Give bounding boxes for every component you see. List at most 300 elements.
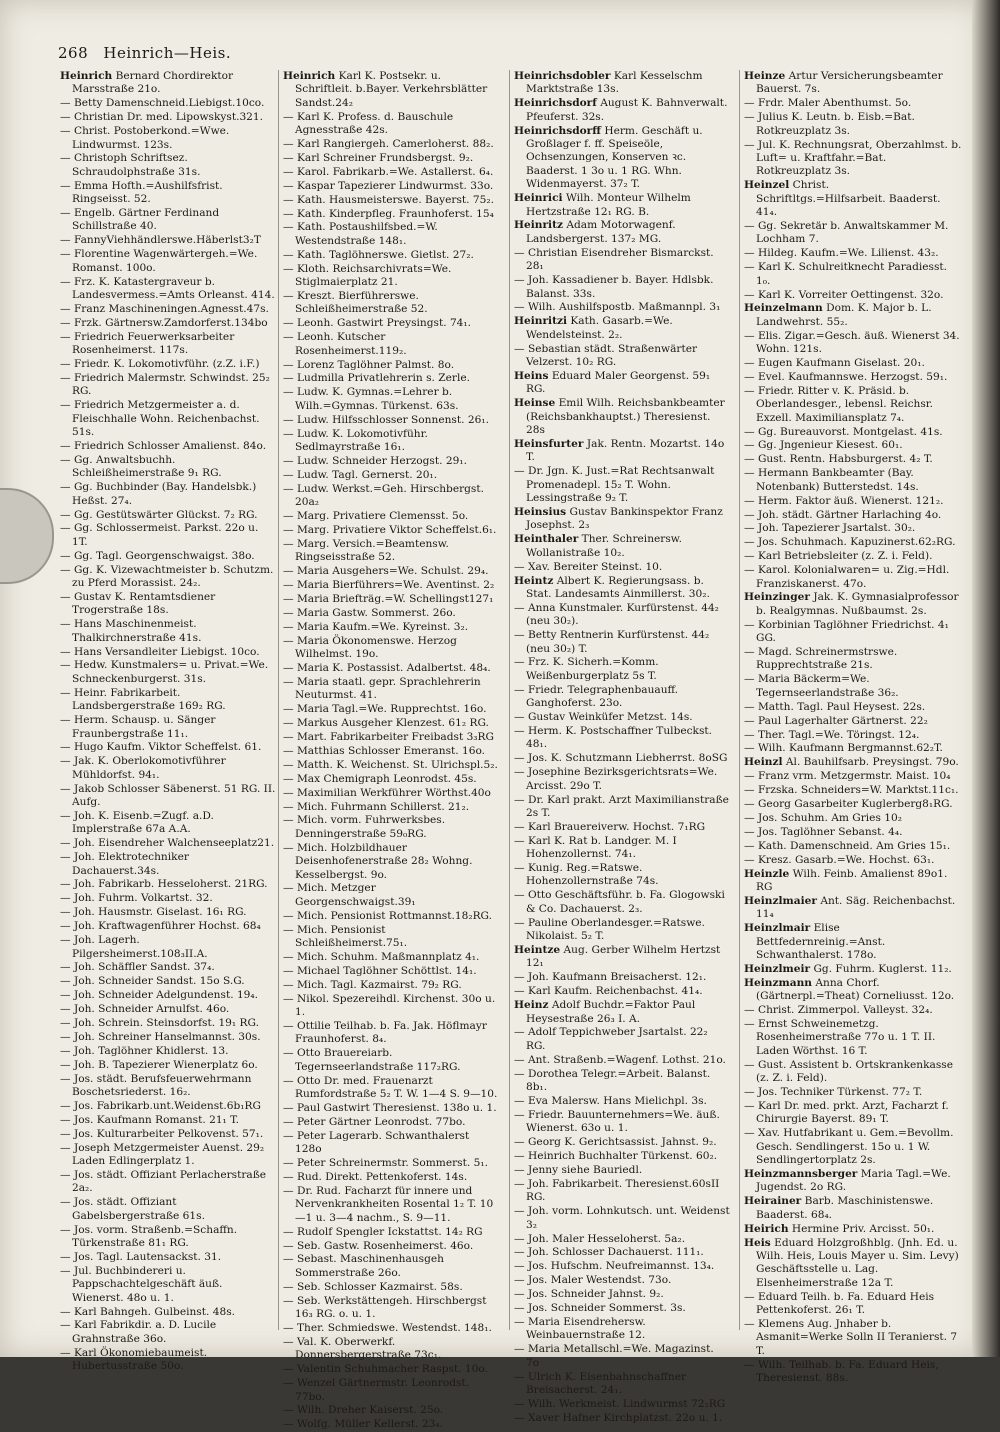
directory-entry <box>283 331 499 358</box>
directory-entry <box>60 358 276 371</box>
surname: Heinzl <box>744 756 783 769</box>
directory-entry <box>514 397 730 437</box>
directory-entry <box>514 862 730 889</box>
directory-entry <box>514 125 730 192</box>
directory-entry <box>514 1246 730 1259</box>
directory-entry <box>283 979 499 992</box>
entry-text: — Paul Lagerhalter Gärtnerst. 22₂ <box>744 714 928 727</box>
entry-text: — Joh. Schneider Sandst. 15o S.G. <box>60 975 245 988</box>
entry-text: — Xaver Hafner Kirchplatzst. 22o u. 1. <box>514 1411 723 1424</box>
directory-entry <box>514 301 730 314</box>
directory-entry <box>60 372 276 399</box>
directory-entry <box>283 221 499 248</box>
directory-entry <box>60 331 276 358</box>
directory-entry <box>283 993 499 1020</box>
column-4 <box>744 70 962 1385</box>
directory-entry <box>283 70 499 110</box>
directory-entry <box>60 125 276 152</box>
directory-entry <box>60 646 276 659</box>
surname: Heinzlmaier <box>744 894 817 907</box>
entry-text: Eduard Holzgroßhblg. (Jnh. Ed. u. Wilh. Heis, Louis Mayer u. Sim. Levy) Geschäftsstelle u. Lag. Elsenheimerstraße 12a T. <box>756 1236 959 1289</box>
directory-entry <box>514 192 730 219</box>
entry-text: August K. Bahnverwalt. Pfeuferst. 32s. <box>526 97 728 123</box>
entry-text: — Jos. städt. Offiziant Perlacherstraße 2a₂. <box>60 1169 267 1195</box>
entry-text: — Gustav K. Rentamtsdiener Trogerstraße 18s. <box>60 590 216 617</box>
directory-entry <box>744 1318 962 1358</box>
entry-text: — Gustav Weinküfer Metzst. 14s. <box>514 711 693 724</box>
entry-text: — Jos. Maler Westendst. 73o. <box>514 1274 672 1287</box>
directory-entry <box>514 370 730 397</box>
entry-text: — Gg. K. Vizewachtmeister b. Schutzm. zu Pferd Morassist. 24₂. <box>60 563 274 590</box>
directory-entry <box>514 1054 730 1067</box>
entry-text: — Gg. Sekretär b. Anwaltskammer M. Lochham 7. <box>744 219 949 246</box>
entry-text: — Karl Ökonomiebaumeist. Hubertusstraße 50o. <box>60 1346 208 1373</box>
directory-entry <box>514 1398 730 1411</box>
directory-entry <box>283 607 499 620</box>
directory-entry <box>283 717 499 730</box>
entry-text: — Friedr. Ritter v. K. Präsid. b. Oberlandesger., lebensl. Reichsr. Exzell. Maximiliansplatz 7₄. <box>744 384 934 424</box>
directory-entry <box>744 495 962 508</box>
entry-text: — Kath. Taglöhnerswe. Gietlst. 27₂. <box>283 248 474 261</box>
directory-entry <box>514 684 730 711</box>
directory-entry <box>514 999 730 1026</box>
entry-text: Al. Bauhilfsarb. Preysingst. 79o. <box>785 756 959 769</box>
entry-text: — Kath. Kinderpfleg. Fraunhoferst. 15₄ <box>283 207 494 220</box>
directory-entry <box>514 219 730 246</box>
entry-text: — Kath. Damenschneid. Am Gries 15₁. <box>744 839 951 852</box>
directory-entry <box>60 509 276 522</box>
directory-entry <box>744 701 962 714</box>
entry-text: — Christoph Schriftsez. Schraudolphstraße 31s. <box>60 152 201 178</box>
surname: Heinrichsdobler <box>514 70 611 82</box>
page-number: 268 <box>58 44 89 62</box>
entry-text: — Karl K. Vorreiter Oettingenst. 32o. <box>744 288 944 301</box>
entry-text: — Joh. Kassadiener b. Bayer. Hdlsbk. Balanst. 33s. <box>514 274 714 300</box>
directory-entry <box>283 910 499 923</box>
directory-entry <box>744 922 962 962</box>
entry-text: — Gg. Schlossermeist. Parkst. 22o u. 1T. <box>60 522 259 548</box>
directory-entry <box>60 687 276 714</box>
directory-entry <box>60 906 276 919</box>
entry-text: — Eduard Teilh. b. Fa. Eduard Heis Pettenkoferst. 26₁ T. <box>744 1290 935 1317</box>
directory-entry <box>60 1319 276 1346</box>
surname: Heintz <box>514 574 554 587</box>
entry-text: Elise Bettfedernreinig.=Anst. Schwanthalerst. 178o. <box>756 922 886 961</box>
entry-text: — Dorothea Telegr.=Arbeit. Balanst. 8b₁. <box>514 1067 711 1094</box>
directory-entry <box>744 536 962 549</box>
directory-entry <box>283 455 499 468</box>
entry-text: — Joh. B. Tapezierer Wienerplatz 6o. <box>60 1058 258 1071</box>
entry-text: — Ant. Straßenb.=Wagenf. Lothst. 21o. <box>514 1053 726 1066</box>
directory-entry <box>283 138 499 151</box>
directory-entry <box>744 715 962 728</box>
directory-entry <box>744 426 962 439</box>
surname: Heinrich <box>283 70 336 82</box>
directory-entry <box>744 220 962 247</box>
directory-entry <box>744 509 962 522</box>
entry-text: — Joh. vorm. Lohnkutsch. unt. Weidenst 3₂ <box>514 1205 730 1231</box>
directory-entry <box>514 602 730 629</box>
directory-entry <box>283 565 499 578</box>
entry-text: Maria Tagl.=We. Jugendst. 2o RG. <box>756 1168 951 1194</box>
entry-text: — Jos. K. Schutzmann Liebherrst. 8oSG <box>514 752 728 765</box>
directory-entry <box>514 752 730 765</box>
directory-entry <box>283 1116 499 1129</box>
entry-text: — Kreszt. Bierführerswe. Schleißheimerstraße 52. <box>283 290 428 316</box>
directory-entry <box>60 522 276 549</box>
directory-entry <box>60 810 276 837</box>
entry-text: Gg. Fuhrm. Kuglerst. 11₂. <box>813 962 952 975</box>
entry-text: Adam Motorwagenf. Landsbergerst. 137₂ MG. <box>526 219 676 245</box>
directory-entry <box>283 1020 499 1047</box>
directory-entry <box>514 343 730 370</box>
entry-text: — Herm. Schausp. u. Sänger Fraunbergstraße 11₁. <box>60 714 216 740</box>
entry-text: — Karl K. Rat b. Landger. M. I Hohenzollernst. 74₁. <box>514 834 677 861</box>
surname: Heirich <box>744 1222 789 1235</box>
directory-entry <box>514 575 730 602</box>
entry-text: — Karl Kaufm. Reichenbachst. 41₄. <box>514 985 703 998</box>
entry-text: — Jos. Fabrikarb.unt.Weidenst.6b₁RG <box>60 1099 261 1112</box>
directory-entry <box>744 261 962 288</box>
directory-entry <box>744 729 962 742</box>
entry-text: — Elis. Zigar.=Gesch. äuß. Wienerst 34. Wohn. 121s. <box>744 329 960 356</box>
directory-entry <box>283 483 499 510</box>
directory-entry <box>283 662 499 675</box>
directory-entry <box>283 951 499 964</box>
directory-entry <box>744 1086 962 1099</box>
entry-text: Emil Wilh. Reichsbankbeamter (Reichsbankhauptst.) Theresienst. 28s <box>526 397 725 437</box>
entry-text: — Xav. Bereiter Steinst. 10. <box>514 560 663 573</box>
entry-text: — Friedrich Malermstr. Schwindst. 25₂ RG. <box>60 371 270 398</box>
entry-text: — Hans Maschinenmeist. Thalkirchnerstraße 41s. <box>60 618 202 644</box>
directory-entry <box>283 635 499 662</box>
directory-entry <box>514 1136 730 1149</box>
directory-entry <box>514 70 730 97</box>
directory-entry <box>514 1274 730 1287</box>
directory-entry <box>514 1109 730 1136</box>
directory-entry <box>60 399 276 439</box>
entry-text: — Jos. vorm. Straßenb.=Schaffn. Türkenstraße 81₁ RG. <box>60 1223 238 1250</box>
directory-entry <box>60 303 276 316</box>
entry-text: — Franz vrm. Metzgermstr. Maist. 10₄ <box>744 770 951 783</box>
directory-entry <box>60 564 276 591</box>
entry-text: — Sebastian städt. Straßenwärter Velzerst. 10₂ RG. <box>514 342 698 369</box>
entry-text: — Joh. Lagerh. Pilgersheimerst.108₃II.A. <box>60 934 208 960</box>
directory-entry <box>514 766 730 793</box>
surname: Heinzlmeir <box>744 962 811 975</box>
entry-text: — Maria Eisendrehersw. Weinbauernstraße 12. <box>514 1315 646 1342</box>
directory-entry <box>744 371 962 384</box>
directory-entry <box>60 975 276 988</box>
entry-text: — Wilh. Aushilfspostb. Maßmannpl. 3₁ <box>514 301 721 314</box>
column-1 <box>60 70 276 1373</box>
directory-entry <box>283 524 499 537</box>
directory-entry <box>514 1260 730 1273</box>
entry-text: — Karl Rangiergeh. Camerloherst. 88₂. <box>283 138 494 151</box>
entry-text: — Mich. Metzger Georgenschwaigst.39₁ <box>283 882 416 908</box>
entry-text: — Jos. Hufschm. Neufreimannst. 13₄. <box>514 1260 715 1273</box>
entry-text: — Gg. Jngenieur Kiesest. 60₁. <box>744 439 903 452</box>
entry-text: — Karl Brauereiverw. Hochst. 7₁RG <box>514 820 706 833</box>
directory-entry <box>60 440 276 453</box>
directory-entry <box>60 1251 276 1264</box>
directory-entry <box>60 961 276 974</box>
directory-entry <box>60 1128 276 1141</box>
entry-text: — Hans Versandleiter Liebigst. 10co. <box>60 645 260 658</box>
entry-text: — Ludw. Tagl. Gernerst. 20₁. <box>283 468 438 481</box>
entry-text: — Franz Maschineningen.Agnesst.47s. <box>60 302 269 315</box>
entry-text: — Frz. K. Katastergraveur b. Landesvermess.=Amts Orleanst. 414. <box>60 275 275 301</box>
surname: Heis <box>744 1236 771 1249</box>
entry-text: — Rudolf Spengler Ickstattst. 14₂ RG <box>283 1225 483 1238</box>
entry-text: — Friedr. Telegraphenbauauff. Ganghoferst. 23o. <box>514 683 679 710</box>
directory-entry <box>744 1059 962 1086</box>
entry-text: Adolf Buchdr.=Faktor Paul Heysestraße 26₃ I. A. <box>526 999 696 1025</box>
directory-entry <box>514 1371 730 1398</box>
directory-entry <box>283 1404 499 1417</box>
entry-text: — Kath. Hausmeisterswe. Bayerst. 75₂. <box>283 193 495 206</box>
directory-entry <box>60 1031 276 1044</box>
entry-text: — Jos. städt. Offiziant Gabelsbergerstraße 61s. <box>60 1196 205 1222</box>
entry-text: — Christ. Zimmerpol. Valleyst. 32₄. <box>744 1004 933 1017</box>
directory-entry <box>283 1322 499 1335</box>
directory-entry <box>60 111 276 124</box>
entry-text: — Wenzel Gärtnermstr. Leonrodst. 77bo. <box>283 1377 470 1403</box>
entry-text: — Leonh. Gastwirt Preysingst. 74₁. <box>283 317 472 330</box>
directory-entry <box>283 703 499 716</box>
directory-entry <box>283 1157 499 1170</box>
entry-text: — Joh. Kraftwagenführer Hochst. 68₄ <box>60 920 261 933</box>
entry-text: — Karl Betriebsleiter (z. Z. i. Feld). <box>744 550 933 563</box>
directory-entry <box>514 561 730 574</box>
surname: Heinz <box>514 999 549 1012</box>
entry-text: — Eva Malersw. Hans Mielichpl. 3s. <box>514 1094 707 1107</box>
surname: Heirainer <box>744 1195 802 1208</box>
entry-text: Karl K. Postsekr. u. Schriftleit. b.Bayer. Verkehrsblätter Sandst.24₂ <box>295 70 488 109</box>
directory-entry <box>744 330 962 357</box>
directory-entry <box>283 787 499 800</box>
directory-entry <box>744 868 962 895</box>
entry-text: — Jak. K. Oberlokomotivführer Mühldorfst. 94₁. <box>60 755 226 781</box>
entry-text: — Wilh. Werkmeist. Lindwurmst 72₂RG <box>514 1397 726 1410</box>
entry-text: — Josephine Bezirksgerichtsrats=We. Arcisst. 29o T. <box>514 766 718 792</box>
directory-entry <box>283 1295 499 1322</box>
directory-entry <box>744 139 962 179</box>
directory-entry <box>744 564 962 591</box>
directory-entry <box>60 152 276 179</box>
directory-entry <box>283 1336 499 1363</box>
directory-entry <box>514 711 730 724</box>
entry-text: — Friedrich Feuerwerksarbeiter Rosenheimerst. 117s. <box>60 330 235 357</box>
entry-text: — Karl Schreiner Frundsbergst. 9₂. <box>283 151 474 164</box>
entry-text: — Joh. Elektrotechniker Dachauerst.34s. <box>60 851 189 877</box>
entry-text: — Friedr. K. Lokomotivführ. (z.Z. i.F.) <box>60 358 260 371</box>
entry-text: — Karol. Fabrikarb.=We. Astallerst. 6₄. <box>283 165 494 178</box>
directory-entry <box>60 234 276 247</box>
directory-entry <box>283 1363 499 1376</box>
entry-text: — Gg. Tagl. Georgenschwaigst. 38o. <box>60 549 255 562</box>
entry-text: — Ludw. Schneider Herzogst. 29₁. <box>283 454 467 467</box>
directory-entry <box>283 773 499 786</box>
entry-text: — Wilh. Kaufmann Bergmannst.62₂T. <box>744 742 943 755</box>
directory-entry <box>514 835 730 862</box>
surname: Heinrici <box>514 192 563 205</box>
directory-entry <box>514 1178 730 1205</box>
entry-text: — Karl Fabrikdir. a. D. Lucile Grahnstraße 36o. <box>60 1319 217 1345</box>
entry-text: Hermine Priv. Arcisst. 50₁. <box>791 1222 935 1235</box>
entry-text: — Otto Brauereiarb. Tegernseerlandstraße 117₂RG. <box>283 1047 461 1073</box>
directory-entry <box>283 801 499 814</box>
directory-entry <box>283 1418 499 1431</box>
entry-text: — Korbinian Taglöhner Friedrichst. 4₁ GG. <box>744 618 949 645</box>
entry-text: — Karl K. Schulreitknecht Paradiesst. 1₀. <box>744 261 948 287</box>
entry-text: — Maria Bäckerm=We. Tegernseerlandstraße 36₂. <box>744 673 899 699</box>
entry-text: — Maria K. Postassist. Adalbertst. 48₄. <box>283 661 491 674</box>
directory-entry <box>514 794 730 821</box>
entry-text: — Maria Tagl.=We. Rupprechtst. 16o. <box>283 703 487 716</box>
entry-text: — Val. K. Oberwerkf. Donnersbergerstraße 73c₁. <box>283 1335 442 1362</box>
directory-entry <box>744 439 962 452</box>
entry-text: — Peter Gärtner Leonrodst. 77bo. <box>283 1115 466 1128</box>
directory-entry <box>744 1004 962 1017</box>
directory-entry <box>514 1095 730 1108</box>
directory-entry <box>744 357 962 370</box>
surname: Heinthaler <box>514 533 579 546</box>
entry-text: — Joh. Kaufmann Breisacherst. 12₁. <box>514 971 707 984</box>
directory-entry <box>60 481 276 508</box>
entry-text: — Engelb. Gärtner Ferdinand Schillstraße 40. <box>60 207 220 233</box>
directory-entry <box>514 1302 730 1315</box>
entry-text: — Mich. Holzbildhauer Deisenhofenerstraße 28₂ Wohng. Kesselbergst. 9o. <box>283 841 473 881</box>
entry-text: — Maria Ausgehers=We. Schulst. 29₄. <box>283 565 489 578</box>
entry-text: — Joseph Metzgermeister Auenst. 29₂ Laden Edlingerplatz 1. <box>60 1141 265 1168</box>
entry-text: — Karl Dr. med. prkt. Arzt, Facharzt f. Chirurgie Bayerst. 89₁ T. <box>744 1099 949 1126</box>
directory-entry <box>60 1003 276 1016</box>
entry-text: — Joh. Schneider Adelgundenst. 19₄. <box>60 989 259 1002</box>
entry-text: — Anna Kunstmaler. Kurfürstenst. 44₂ (neu 30₂). <box>514 601 719 628</box>
directory-entry <box>514 1026 730 1053</box>
directory-entry <box>514 1343 730 1370</box>
entry-text: — Herm. Faktor äuß. Wienerst. 121₂. <box>744 494 944 507</box>
entry-text: — Gg. Anwaltsbuchh. Schleißheimerstraße 9₁ RG. <box>60 453 222 480</box>
directory-entry <box>60 1100 276 1113</box>
entry-text: Albert K. Regierungsass. b. Stat. Landesamts Ainmillerst. 30₂. <box>526 574 710 600</box>
directory-entry <box>60 934 276 961</box>
entry-text: — Kaspar Tapezierer Lindwurmst. 33o. <box>283 179 494 192</box>
directory-entry <box>283 621 499 634</box>
directory-entry <box>60 892 276 905</box>
page-edge <box>972 0 1000 1357</box>
entry-text: — Karol. Kolonialwaren= u. Zig.=Hdl. Franziskanerst. 47o. <box>744 564 950 590</box>
directory-entry <box>514 1316 730 1343</box>
entry-text: — Georg Gasarbeiter Kuglerberg8₁RG. <box>744 798 953 811</box>
directory-entry <box>60 1169 276 1196</box>
entry-text: — Frzk. Gärtnersw.Zamdorferst.134bo <box>60 316 268 329</box>
entry-text: — Joh. Hausmstr. Giselast. 16₁ RG. <box>60 906 247 919</box>
entry-text: Karl Kesselschm Marktstraße 13s. <box>526 70 703 96</box>
directory-entry <box>60 1347 276 1374</box>
directory-entry <box>514 465 730 505</box>
entry-text: — Otto Dr. med. Frauenarzt Rumfordstraße 5₂ T. W. 1—4 S. 9—10. <box>283 1074 498 1101</box>
surname: Heinse <box>514 397 556 410</box>
entry-text: — Otto Geschäftsführ. b. Fa. Glogowski & Co. Dachauerst. 2₃. <box>514 889 725 915</box>
entry-text: — Ther. Schmiedswe. Westendst. 148₁. <box>283 1321 492 1334</box>
entry-text: — Eugen Kaufmann Giselast. 20₁. <box>744 357 925 370</box>
entry-text: Barb. Maschinistenswe. Baaderst. 68₄. <box>756 1195 934 1221</box>
directory-entry <box>744 798 962 811</box>
entry-text: — Max Chemigraph Leonrodst. 45s. <box>283 772 477 785</box>
entry-text: — Emma Hofth.=Aushilfsfrist. Ringseisst. 52. <box>60 179 223 206</box>
entry-text: — Evel. Kaufmannswe. Herzogst. 59₁. <box>744 370 948 383</box>
directory-entry <box>744 646 962 673</box>
entry-text: — Friedrich Metzgermeister a. d. Fleischhalle Wohn. Reichenbachst. 51s. <box>60 399 260 439</box>
directory-entry <box>283 1102 499 1115</box>
directory-entry <box>744 1100 962 1127</box>
directory-entry <box>744 1168 962 1195</box>
directory-entry <box>283 428 499 455</box>
entry-text: — Ludw. K. Lokomotivführ. Sedlmayrstraße 16₁. <box>283 427 428 453</box>
entry-text: — Gust. Rentn. Habsburgerst. 4₂ T. <box>744 453 933 466</box>
entry-text: — Florentine Wagenwärtergeh.=We. Romanst. 100o. <box>60 248 258 274</box>
directory-entry <box>514 1068 730 1095</box>
directory-entry <box>283 1075 499 1102</box>
entry-text: — Maria Bierführers=We. Aventinst. 2₂ <box>283 579 495 592</box>
entry-text: Ant. Säg. Reichenbachst. 11₄ <box>756 894 956 921</box>
directory-entry <box>744 1291 962 1318</box>
surname: Heinzmannsberger <box>744 1168 858 1180</box>
directory-entry <box>514 1412 730 1425</box>
directory-entry <box>283 814 499 841</box>
directory-entry <box>283 1240 499 1253</box>
directory-entry <box>283 111 499 138</box>
directory-entry <box>283 359 499 372</box>
directory-entry <box>514 438 730 465</box>
directory-entry <box>60 317 276 330</box>
surname: Heinzel <box>744 179 790 192</box>
entry-text: — Frdr. Maler Abenthumst. 5o. <box>744 97 912 110</box>
directory-entry <box>514 1233 730 1246</box>
directory-entry <box>283 249 499 262</box>
entry-text: — Marg. Privatiere Clemensst. 5o. <box>283 510 469 522</box>
directory-entry <box>283 882 499 909</box>
directory-entry <box>283 842 499 882</box>
directory-entry <box>283 538 499 565</box>
entry-text: — Joh. Fabrikarb. Hesseloherst. 21RG. <box>60 878 268 891</box>
entry-text: — Seb. Werkstättengeh. Hirschbergst 16₃ RG. o. u. 1. <box>283 1294 487 1321</box>
entry-text: — Ludw. K. Gymnas.=Lehrer b. Wilh.=Gymnas. Türkenst. 63s. <box>283 386 459 412</box>
entry-text: — Joh. Eisendreher Walchenseeplatz21. <box>60 837 275 850</box>
entry-text: — Wilh. Teilhab. b. Fa. Eduard Heis, Theresienst. 88s. <box>744 1358 939 1385</box>
entry-text: — Rud. Direkt. Pettenkoferst. 14s. <box>283 1171 468 1183</box>
directory-entry <box>283 759 499 772</box>
directory-entry <box>283 1171 499 1184</box>
entry-text: Jak. Rentn. Mozartst. 14o T. <box>526 437 725 464</box>
directory-entry <box>60 276 276 303</box>
directory-entry <box>283 1281 499 1294</box>
directory-entry <box>514 629 730 656</box>
directory-entry <box>283 372 499 385</box>
directory-entry <box>283 1185 499 1225</box>
entry-text: Dom. K. Major b. L. Landwehrst. 55₂. <box>756 302 932 328</box>
surname: Heinsius <box>514 506 567 518</box>
directory-entry <box>744 70 962 97</box>
entry-text: — Joh. Maler Hesseloherst. 5a₂. <box>514 1232 686 1245</box>
entry-text: Artur Versicherungsbeamter Bauerst. 7s. <box>756 70 943 96</box>
directory-entry <box>514 889 730 916</box>
entry-text: — Jos. Schuhm. Am Gries 10₂ <box>744 811 902 824</box>
directory-entry <box>744 977 962 1004</box>
entry-text: — Maria staatl. gepr. Sprachlehrerin Neuturmst. 41. <box>283 675 481 702</box>
